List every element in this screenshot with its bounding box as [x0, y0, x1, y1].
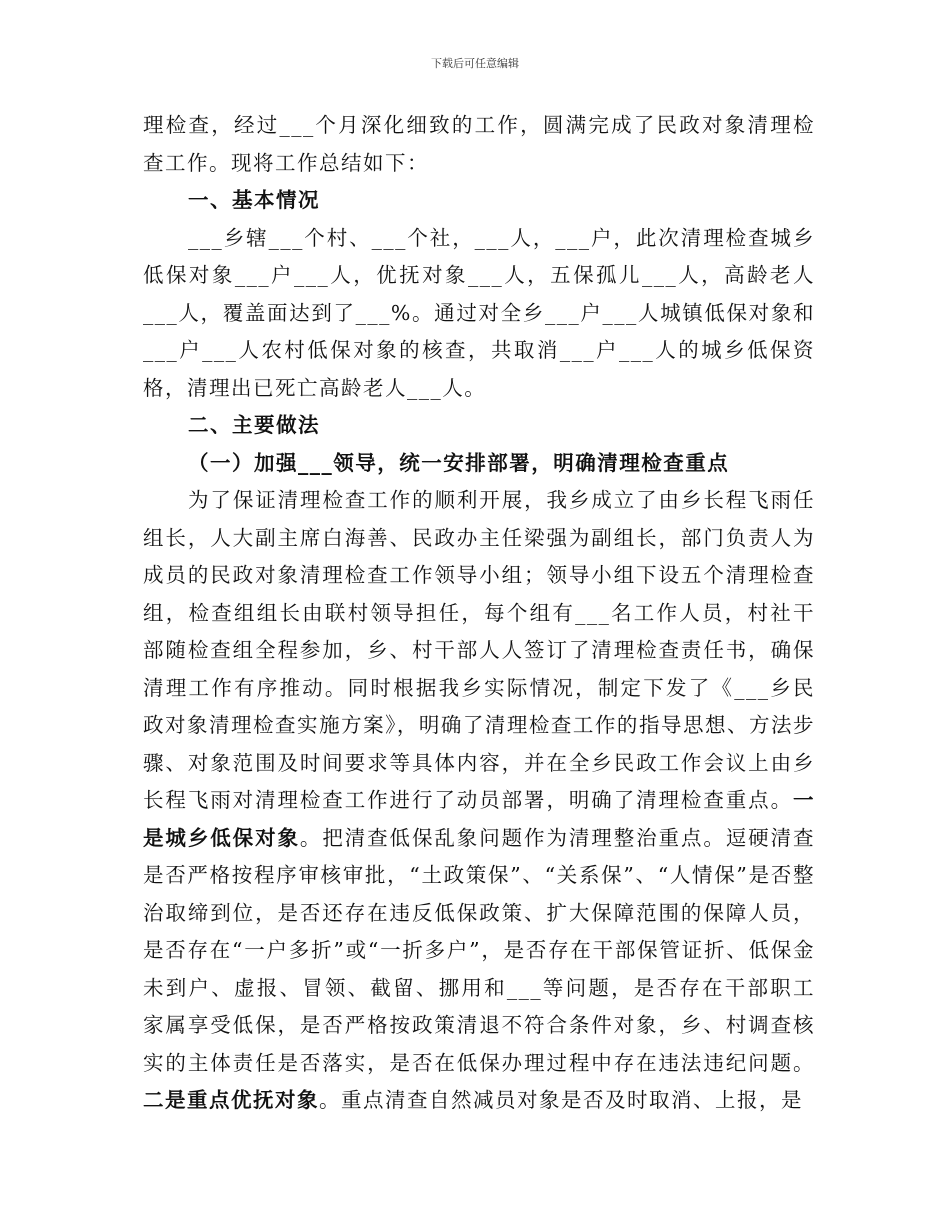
emphasis-key-preferential: 二是重点优抚对象: [143, 1088, 319, 1112]
intro-paragraph: 理检查，经过___个月深化细致的工作，圆满完成了民政对象清理检查工作。现将工作总结如下：: [143, 113, 815, 175]
leadership-text-a: 为了保证清理检查工作的顺利开展，我乡成立了由乡长程飞雨任组长，人大副主席白海善、民政办主任梁强为副组长，部门负责人为成员的民政对象清理检查工作领导小组；领导小组下设五个清理检查组，检查组组长由联村领导担任，每个组有___名工作人员，村社干部随检查组全程参加，乡、村干部人人签订了清理检查责任书，确保清理工作有序推动。同时根据我乡实际情况，制定下发了《___乡民政对象清理检查实施方案》，明确了清理检查工作的指导思想、方法步骤、对象范围及时间要求等具体内容，并在全乡民政工作会议上由乡长程飞雨对清理检查工作进行了动员部署，明确了清理检查重点。: [143, 488, 815, 812]
document-body: [143, 107, 815, 1120]
section-heading-basic: 一、基本情况: [188, 188, 320, 212]
subsection-heading-leadership: （一）加强___领导，统一安排部署，明确清理检查重点: [188, 450, 730, 475]
leadership-paragraph: [143, 482, 815, 1120]
section-heading-methods: 二、主要做法: [188, 413, 320, 437]
page-header: 下载后可任意编辑: [431, 57, 519, 70]
emphasis-urban-rural-dibao: 一是城乡低保对象: [143, 788, 815, 850]
basic-situation-paragraph: ___乡辖___个村、___个社，___人，___户，此次清理检查城乡低保对象___户___人，优抚对象___人，五保孤儿___人，高龄老人___人，覆盖面达到了___%。通过对全乡___户___人城镇低保对象和___户___人农村低保对象的核查，共取消___户___人的城乡低保资格，清理出已死亡高龄老人___人。: [143, 225, 815, 400]
leadership-text-b: 。把清查低保乱象问题作为清理整治重点。逗硬清查是否严格按程序审核审批，“土政策保”、“关系保”、“人情保”是否整治取缔到位，是否还存在违反低保政策、扩大保障范围的保障人员，是否存在“一户多折”或“一折多户”，是否存在干部保管证折、低保金未到户、虚报、冒领、截留、挪用和___等问题，是否存在干部职工家属享受低保，是否严格按政策清退不符合条件对象，乡、村调查核实的主体责任是否落实，是否在低保办理过程中存在违法违纪问题。: [143, 825, 816, 1075]
leadership-text-c: 。重点清查自然减员对象是否及时取消、上报，是: [319, 1088, 803, 1112]
